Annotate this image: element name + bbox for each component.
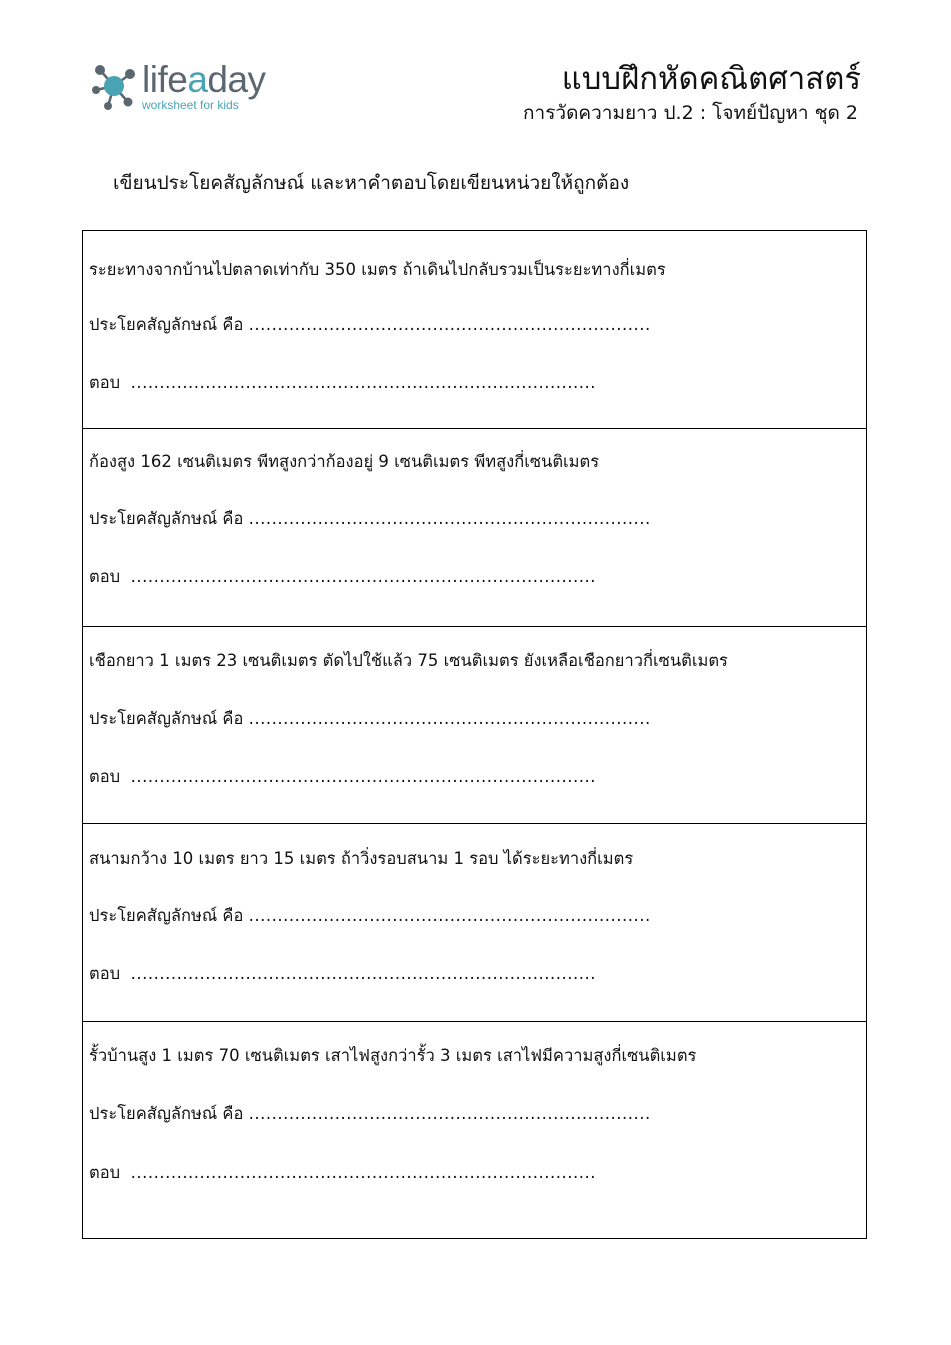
answer-label: ตอบ [89, 1163, 121, 1182]
sentence-answer-blank[interactable]: ...................................................................... [248, 709, 651, 728]
answer-label: ตอบ [89, 567, 121, 586]
problem-question: สนามกว้าง 10 เมตร ยาว 15 เมตร ถ้าวิ่งรอบสนาม 1 รอบ ได้ระยะทางกี่เมตร [89, 849, 634, 868]
sentence-line [89, 313, 651, 337]
problem-question: รั้วบ้านสูง 1 เมตร 70 เซนติเมตร เสาไฟสูงกว่ารั้ว 3 เมตร เสาไฟมีความสูงกี่เซนติเมตร [89, 1046, 697, 1065]
sentence-label: ประโยคสัญลักษณ์ คือ [89, 906, 244, 925]
answer-blank[interactable]: ................................................................................. [130, 964, 596, 983]
answer-line [89, 962, 596, 986]
sentence-answer-blank[interactable]: ...................................................................... [248, 315, 651, 334]
answer-line [89, 1161, 596, 1185]
answer-blank[interactable]: ................................................................................. [130, 373, 596, 392]
sentence-answer-blank[interactable]: ...................................................................... [248, 906, 651, 925]
logo-wordmark: lifeaday [142, 59, 266, 100]
sentence-label: ประโยคสัญลักษณ์ คือ [89, 315, 244, 334]
problem-question: ระยะทางจากบ้านไปตลาดเท่ากับ 350 เมตร ถ้าเดินไปกลับรวมเป็นระยะทางกี่เมตร [89, 260, 666, 279]
problem-question: เชือกยาว 1 เมตร 23 เซนติเมตร ตัดไปใช้แล้ว 75 เซนติเมตร ยังเหลือเชือกยาวกี่เซนติเมตร [89, 651, 728, 670]
answer-label: ตอบ [89, 767, 121, 786]
logo [90, 60, 290, 116]
sentence-label: ประโยคสัญลักษณ์ คือ [89, 709, 244, 728]
answer-label: ตอบ [89, 373, 121, 392]
problem-3 [83, 626, 866, 823]
sentence-label: ประโยคสัญลักษณ์ คือ [89, 1104, 244, 1123]
problem-4 [83, 823, 866, 1021]
sentence-line [89, 707, 651, 731]
page-title: แบบฝึกหัดคณิตศาสตร์ [561, 61, 861, 97]
molecule-logo-icon [90, 60, 140, 112]
problems-box [82, 230, 867, 1239]
answer-blank[interactable]: ................................................................................. [130, 767, 596, 786]
problem-5 [83, 1021, 866, 1238]
sentence-line [89, 1102, 651, 1126]
answer-line [89, 565, 596, 589]
sentence-line [89, 904, 651, 928]
answer-line [89, 371, 596, 395]
problem-2 [83, 428, 866, 626]
sentence-answer-blank[interactable]: ...................................................................... [248, 1104, 651, 1123]
logo-tagline: worksheet for kids [142, 98, 239, 112]
answer-blank[interactable]: ................................................................................. [130, 567, 596, 586]
instruction-text: เขียนประโยคสัญลักษณ์ และหาคำตอบโดยเขียนหน่วยให้ถูกต้อง [113, 172, 630, 194]
answer-label: ตอบ [89, 964, 121, 983]
answer-blank[interactable]: ................................................................................. [130, 1163, 596, 1182]
sentence-line [89, 507, 651, 531]
sentence-answer-blank[interactable]: ...................................................................... [248, 509, 651, 528]
page-subtitle: การวัดความยาว ป.2 : โจทย์ปัญหา ชุด 2 [523, 102, 858, 124]
problem-question: ก้องสูง 162 เซนติเมตร พีทสูงกว่าก้องอยู่ 9 เซนติเมตร พีทสูงกี่เซนติเมตร [89, 452, 600, 471]
problem-1 [83, 231, 866, 428]
sentence-label: ประโยคสัญลักษณ์ คือ [89, 509, 244, 528]
answer-line [89, 765, 596, 789]
